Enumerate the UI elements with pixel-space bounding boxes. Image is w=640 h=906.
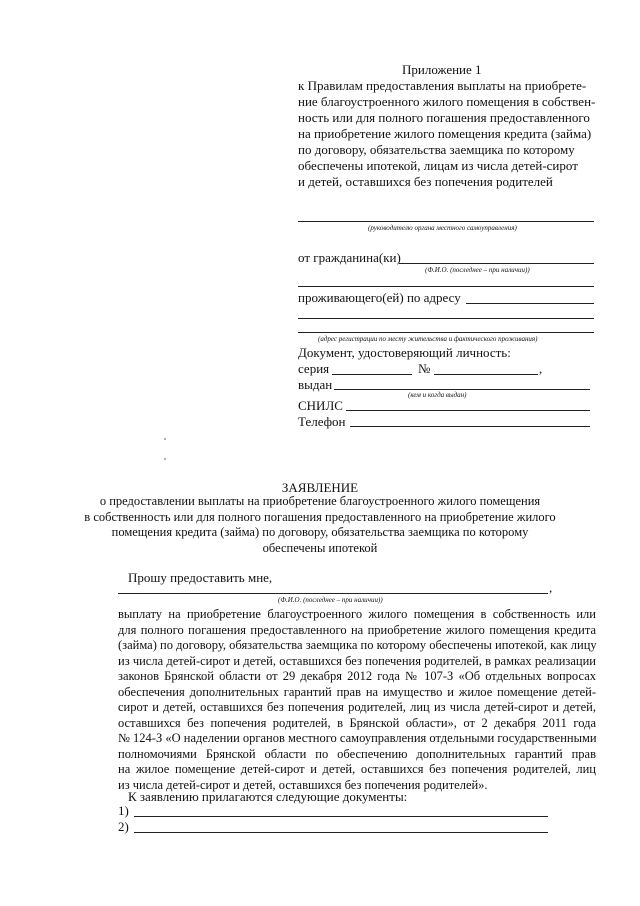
appendix-line: по договору, обязательства заемщика по которому: [298, 142, 575, 157]
recipient-line[interactable]: [298, 221, 594, 222]
recipient-caption: (руководителю органа местного самоуправления): [368, 224, 517, 232]
series-line[interactable]: [332, 374, 412, 375]
body-line: оставшихся без попечения родителей, в Брянской области», от 2 декабря 2011 года: [118, 715, 596, 730]
subtitle-line: обеспечены ипотекой: [262, 540, 378, 555]
appendix-text: [298, 78, 595, 190]
appendix-line: и детей, оставшихся без попечения родителей: [298, 174, 553, 189]
body-line: для полного погашения предоставленного на приобретение жилого помещения кредита: [118, 622, 596, 637]
request-fio-caption: (Ф.И.О. (последнее – при наличии)): [278, 596, 383, 604]
number-comma: ,: [539, 361, 543, 376]
issued-caption: (кем и когда выдан): [408, 391, 467, 399]
address-line-3[interactable]: [298, 332, 594, 333]
body-line: законов Брянской области от 29 декабря 2012 года № 107-З «Об отдельных вопросах: [118, 669, 596, 683]
address-caption: (адрес регистрации по месту жительства и фактического проживания): [318, 335, 538, 343]
from-name-line[interactable]: [399, 263, 594, 264]
body-line: на жилое помещение детей-сирот и детей, оставшихся без попечения родителей, лиц: [118, 762, 596, 776]
request-label: Прошу предоставить мне,: [128, 570, 273, 585]
snils-label: СНИЛС: [298, 398, 343, 413]
series-label: серия: [298, 361, 330, 376]
appendix-line: ность или для полного погашения предоставленного: [298, 110, 590, 125]
attachment-2-label: 2): [118, 819, 129, 834]
phone-line[interactable]: [350, 426, 590, 427]
scan-dot: [164, 458, 166, 460]
appendix-line: на приобретение жилого помещения кредита (займа): [298, 126, 592, 141]
body-line: № 124-З «О наделении органов местного самоуправления отдельными государственными: [118, 731, 597, 745]
body-line: сирот и детей, оставшихся без попечения родителей, лиц из числа детей-сирот и детей,: [118, 700, 596, 714]
appendix-title: Приложение 1: [402, 62, 482, 77]
request-fio-line[interactable]: [118, 593, 548, 594]
body-line: полномочиями Брянской области по обеспечению дополнительных гарантий прав: [118, 746, 596, 761]
statement-subtitle: [0, 494, 640, 556]
body-line: из числа детей-сирот и детей, оставшихся без попечения родителей».: [118, 777, 488, 792]
appendix-line: ние благоустроенного жилого помещения в собствен-: [298, 94, 596, 109]
body-line: обеспечения дополнительных гарантий прав на имущество и жилое помещение детей-: [118, 684, 596, 699]
phone-label: Телефон: [298, 414, 346, 429]
scan-dot: [164, 438, 166, 440]
appendix-line: к Правилам предоставления выплаты на приобрете-: [298, 78, 587, 93]
attachment-1-line[interactable]: [134, 816, 548, 817]
attachment-1-label: 1): [118, 803, 129, 818]
subtitle-line: в собственность или для полного погашения предоставленного на приобретение жилого: [84, 509, 556, 524]
issued-line[interactable]: [334, 389, 590, 390]
subtitle-line: помещения кредита (займа) по договору, обязательства заемщика по которому: [111, 525, 529, 539]
id-doc-label: Документ, удостоверяющий личность:: [298, 345, 511, 360]
address-line-2[interactable]: [298, 318, 594, 319]
body-line: (займа) по договору, обязательства заемщика по которому обеспечены ипотекой, как лицу: [118, 638, 597, 652]
attachment-2-line[interactable]: [134, 832, 548, 833]
number-line[interactable]: [434, 374, 538, 375]
body-line: выплату на приобретение благоустроенного жилого помещения в собственность или: [118, 607, 596, 621]
request-comma: ,: [549, 580, 553, 595]
address-label: проживающего(ей) по адресу: [298, 290, 461, 305]
from-caption: (Ф.И.О. (последнее – при наличии)): [425, 266, 530, 274]
statement-body: [118, 607, 596, 793]
issued-label: выдан: [298, 377, 333, 392]
attachments-intro: К заявлению прилагаются следующие документы:: [128, 789, 408, 804]
body-line: из числа детей-сирот и детей, оставшихся без попечения родителей, в рамках реализации: [118, 653, 596, 668]
from-label: от гражданина(ки): [298, 250, 401, 265]
statement-title: ЗАЯВЛЕНИЕ: [281, 480, 359, 495]
snils-line[interactable]: [346, 410, 590, 411]
address-line-1[interactable]: [466, 303, 594, 304]
appendix-line: обеспечены ипотекой, лицам из числа детей-сирот: [298, 158, 578, 173]
from-name-line-2[interactable]: [298, 286, 594, 287]
subtitle-line: о предоставлении выплаты на приобретение благоустроенного жилого помещения: [99, 494, 541, 508]
number-label: №: [418, 361, 431, 376]
